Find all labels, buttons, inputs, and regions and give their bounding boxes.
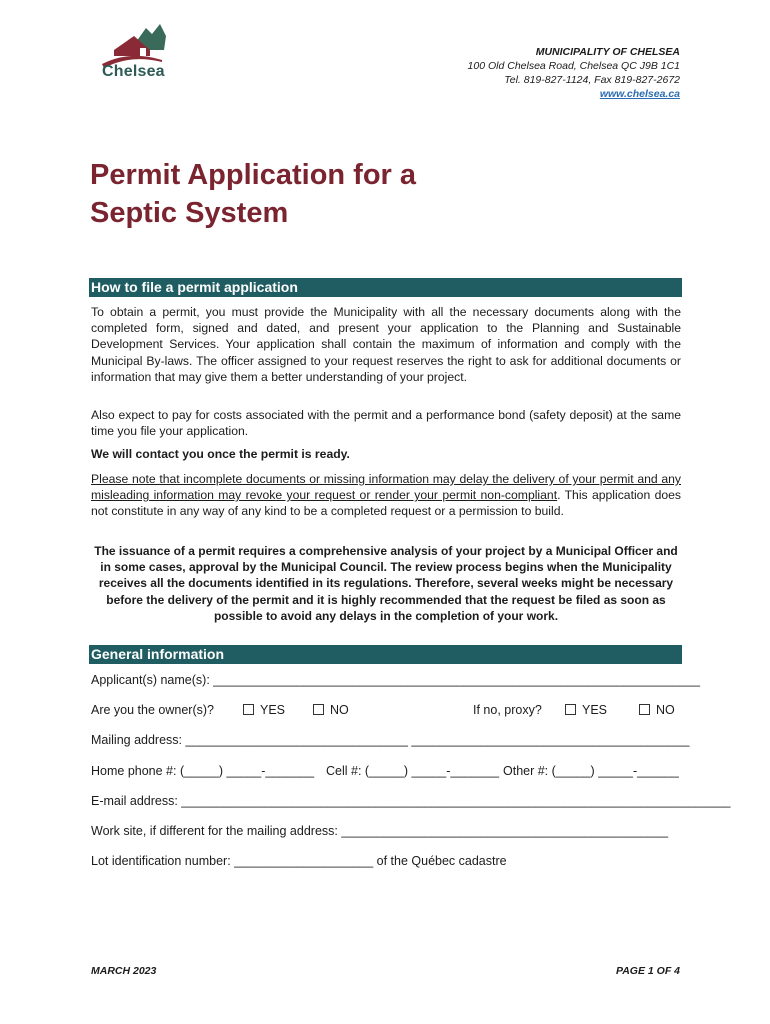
proxy-no-label: NO <box>656 703 675 717</box>
municipality-contact-block <box>468 45 680 101</box>
municipality-phone-fax: Tel. 819-827-1124, Fax 819-827-2672 <box>504 74 680 86</box>
incomplete-warning: Please note that incomplete documents or missing information may delay the delivery of your permit and any misleading information may revoke your request or render your permit non-compliant <box>91 472 681 503</box>
page-title <box>90 156 416 232</box>
phone-numbers-row <box>91 764 681 780</box>
cell-phone-field[interactable]: Cell #: (_____) _____-_______ <box>326 764 500 778</box>
work-site-label: Work site, if different for the mailing address: _______________________________________________ <box>91 824 669 838</box>
not-a-permission-note: . This application does not constitute in any way of any kind to be a completed request or a permission to build. <box>91 488 681 519</box>
work-site-field[interactable] <box>91 824 681 840</box>
proxy-no-option[interactable] <box>639 703 675 717</box>
lot-identification-field[interactable] <box>91 854 681 870</box>
instructions-paragraph-2: Also expect to pay for costs associated with the permit and a performance bond (safety deposit) at the same time you file your application. <box>91 408 681 439</box>
proxy-yes-checkbox[interactable] <box>565 704 576 715</box>
proxy-question-label: If no, proxy? <box>473 703 542 717</box>
owner-no-label: NO <box>330 703 349 717</box>
contact-note: We will contact you once the permit is ready. <box>91 447 350 461</box>
instructions-paragraph-3 <box>91 471 681 520</box>
owner-no-checkbox[interactable] <box>313 704 324 715</box>
home-phone-field[interactable]: Home phone #: (_____) _____-_______ <box>91 764 315 778</box>
owner-question-row <box>91 703 681 719</box>
email-label: E-mail address: _______________________________________________________________________________ <box>91 794 731 808</box>
municipality-name: MUNICIPALITY OF CHELSEA <box>535 46 680 58</box>
footer-page-number: PAGE 1 OF 4 <box>616 965 680 977</box>
owner-question-label: Are you the owner(s)? <box>91 703 214 717</box>
mailing-address-field[interactable] <box>91 733 690 749</box>
footer-date: MARCH 2023 <box>91 965 157 977</box>
section-heading-general-info: General information <box>89 645 682 664</box>
review-process-notice: The issuance of a permit requires a comprehensive analysis of your project by a Municipal Officer and in some cases, approval by the Municipal Council. The review process begins when the Municipality receives all the documents identified in its regulations. Therefore, several weeks might be necessary before the delivery of the permit and it is highly recommended that the request be filed as soon as possible to avoid any delays in the completion of your work. <box>94 544 678 623</box>
applicant-name-field[interactable] <box>91 673 700 689</box>
website-link[interactable]: www.chelsea.ca <box>599 88 680 100</box>
owner-no-option[interactable] <box>313 703 349 717</box>
municipality-address: 100 Old Chelsea Road, Chelsea QC J9B 1C1 <box>467 60 680 72</box>
proxy-yes-label: YES <box>582 703 608 717</box>
applicant-name-label: Applicant(s) name(s): ______________________________________________________________________ <box>91 673 700 687</box>
section-heading-how-to-file: How to file a permit application <box>89 278 682 297</box>
owner-yes-label: YES <box>260 703 286 717</box>
email-field[interactable] <box>91 794 731 810</box>
mailing-address-label: Mailing address: ________________________________ ________________________________________ <box>91 733 690 747</box>
proxy-no-checkbox[interactable] <box>639 704 650 715</box>
title-line-1: Permit Application for a <box>90 159 417 191</box>
owner-yes-checkbox[interactable] <box>243 704 254 715</box>
proxy-yes-option[interactable] <box>565 703 607 717</box>
instructions-paragraph-1: To obtain a permit, you must provide the Municipality with all the necessary documents along with the completed form, signed and dated, and present your application to the Planning and Sustainable Development Services. Your application shall contain the maximum of information and comply with the Municipal By-laws. The officer assigned to your request reserves the right to ask for additional documents or information that may give them a better understanding of your project. <box>91 305 681 384</box>
lot-identification-label: Lot identification number: ____________________ of the Québec cadastre <box>91 854 507 868</box>
logo-wordmark: Chelsea <box>102 63 165 80</box>
other-phone-field[interactable]: Other #: (_____) _____-______ <box>503 764 679 778</box>
owner-yes-option[interactable] <box>243 703 285 717</box>
title-line-2: Septic System <box>90 197 289 229</box>
